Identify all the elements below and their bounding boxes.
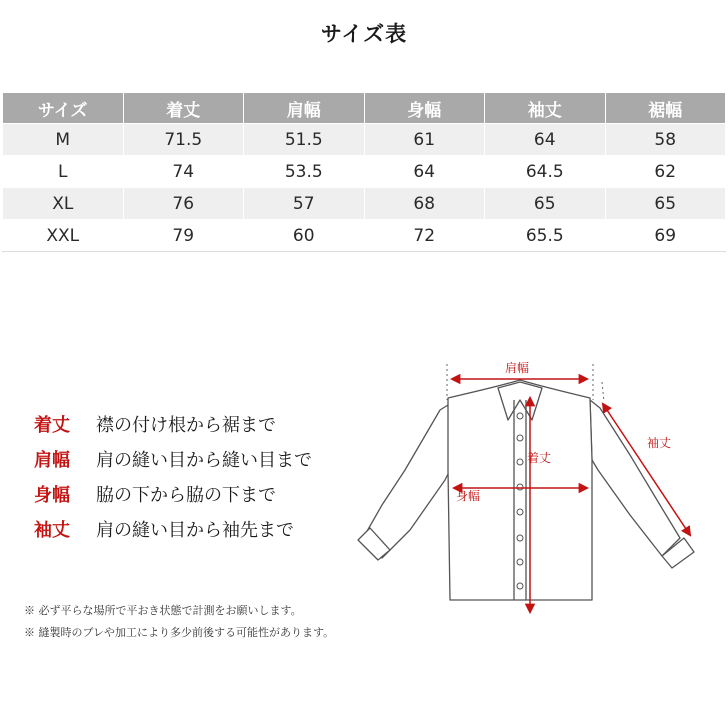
header-body-width: 身幅 <box>364 93 485 124</box>
table-cell: XL <box>3 188 124 220</box>
legend-item-body-width <box>34 476 312 511</box>
note-flat-measure: ※ 必ず平らな場所で平おき状態で計測をお願いします。 <box>24 604 302 617</box>
table-cell: 72 <box>364 220 485 252</box>
header-length: 着丈 <box>123 93 244 124</box>
table-row <box>3 220 726 252</box>
note-variance: ※ 縫製時のブレや加工により多少前後する可能性があります。 <box>24 626 335 639</box>
measurement-legend <box>34 406 312 546</box>
legend-desc: 肩の縫い目から縫い目まで <box>96 449 312 471</box>
table-cell: 69 <box>605 220 726 252</box>
legend-term: 着丈 <box>34 414 70 436</box>
table-cell: XXL <box>3 220 124 252</box>
table-cell: 62 <box>605 156 726 188</box>
diagram-label-shoulder: 肩幅 <box>505 361 530 375</box>
table-cell: 58 <box>605 124 726 156</box>
table-cell: 57 <box>244 188 365 220</box>
diagram-label-length: 着丈 <box>527 451 552 465</box>
header-size: サイズ <box>3 93 124 124</box>
table-cell: 60 <box>244 220 365 252</box>
legend-term: 身幅 <box>34 484 70 506</box>
header-hem-width: 裾幅 <box>605 93 726 124</box>
table-cell: 64.5 <box>485 156 606 188</box>
table-cell: 79 <box>123 220 244 252</box>
diagram-label-body-width: 身幅 <box>456 489 481 503</box>
table-cell: 74 <box>123 156 244 188</box>
legend-desc: 肩の縫い目から袖先まで <box>96 519 294 541</box>
legend-desc: 襟の付け根から裾まで <box>96 414 276 436</box>
table-cell: L <box>3 156 124 188</box>
table-cell: 64 <box>485 124 606 156</box>
table-row <box>3 188 726 220</box>
size-table <box>2 92 726 252</box>
shirt-outline-icon <box>358 380 694 600</box>
table-cell: 65 <box>605 188 726 220</box>
measurement-notes <box>24 600 334 644</box>
table-cell: 71.5 <box>123 124 244 156</box>
table-cell: 61 <box>364 124 485 156</box>
shirt-diagram <box>350 350 710 630</box>
table-row <box>3 124 726 156</box>
table-cell: M <box>3 124 124 156</box>
legend-term: 袖丈 <box>34 519 70 541</box>
table-cell: 53.5 <box>244 156 365 188</box>
table-row <box>3 156 726 188</box>
legend-item-sleeve <box>34 511 312 546</box>
legend-item-shoulder <box>34 441 312 476</box>
table-cell: 65 <box>485 188 606 220</box>
page-title: サイズ表 <box>320 22 408 46</box>
legend-desc: 脇の下から脇の下まで <box>96 484 276 506</box>
legend-term: 肩幅 <box>34 449 70 471</box>
header-sleeve: 袖丈 <box>485 93 606 124</box>
legend-item-length <box>34 406 312 441</box>
table-header-row <box>3 93 726 124</box>
diagram-label-sleeve: 袖丈 <box>647 436 672 450</box>
table-cell: 76 <box>123 188 244 220</box>
header-shoulder: 肩幅 <box>244 93 365 124</box>
table-cell: 51.5 <box>244 124 365 156</box>
table-cell: 64 <box>364 156 485 188</box>
table-cell: 68 <box>364 188 485 220</box>
table-cell: 65.5 <box>485 220 606 252</box>
